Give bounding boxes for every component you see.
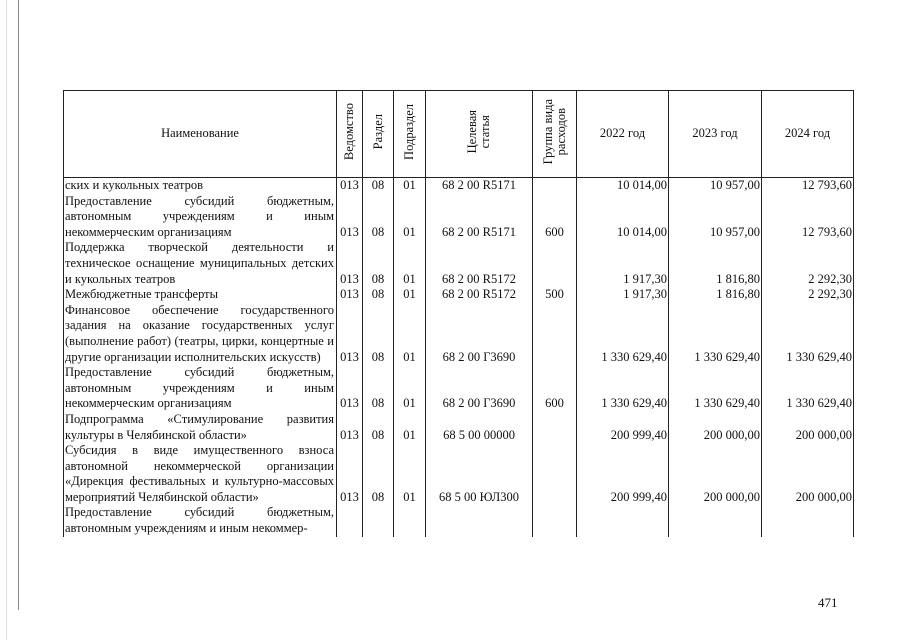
row-razdel: 08 bbox=[363, 443, 394, 505]
row-2023: 1 816,80 bbox=[669, 240, 762, 287]
table-row bbox=[64, 303, 854, 365]
row-2024: 200 000,00 bbox=[762, 443, 854, 505]
row-name: Субсидия в виде имущественного взноса автономной некоммерческой организации «Дирекция фестивальных и культурно-массовых мероприятий Челябинской области» bbox=[64, 443, 337, 505]
row-group bbox=[533, 443, 577, 505]
table-row bbox=[64, 365, 854, 412]
row-group: 600 bbox=[533, 194, 577, 241]
row-2022: 1 917,30 bbox=[577, 240, 669, 287]
row-podrazdel: 01 bbox=[394, 194, 426, 241]
table-row bbox=[64, 505, 854, 536]
table-body bbox=[64, 178, 854, 537]
row-target: 68 5 00 00000 bbox=[426, 412, 533, 443]
row-2022: 10 014,00 bbox=[577, 178, 669, 194]
row-podrazdel: 01 bbox=[394, 178, 426, 194]
table-row bbox=[64, 178, 854, 194]
row-2023: 1 816,80 bbox=[669, 287, 762, 303]
row-2024 bbox=[762, 505, 854, 536]
row-2024: 12 793,60 bbox=[762, 178, 854, 194]
row-2024: 2 292,30 bbox=[762, 287, 854, 303]
page-left-border bbox=[18, 0, 19, 610]
row-razdel: 08 bbox=[363, 303, 394, 365]
row-vedomstvo: 013 bbox=[337, 412, 363, 443]
table-row bbox=[64, 443, 854, 505]
row-2024: 2 292,30 bbox=[762, 240, 854, 287]
row-name: Поддержка творческой деятельности и техническое оснащение муниципальных детских и кукольных театров bbox=[64, 240, 337, 287]
row-name: Межбюджетные трансферты bbox=[64, 287, 337, 303]
table-row bbox=[64, 194, 854, 241]
row-name: ских и кукольных театров bbox=[64, 178, 337, 194]
row-target: 68 2 00 Г3690 bbox=[426, 365, 533, 412]
header-row bbox=[64, 91, 854, 178]
row-vedomstvo: 013 bbox=[337, 194, 363, 241]
row-2023: 10 957,00 bbox=[669, 178, 762, 194]
row-target: 68 2 00 Г3690 bbox=[426, 303, 533, 365]
row-razdel: 08 bbox=[363, 194, 394, 241]
row-podrazdel: 01 bbox=[394, 303, 426, 365]
row-2022: 10 014,00 bbox=[577, 194, 669, 241]
row-target bbox=[426, 505, 533, 536]
row-target: 68 2 00 R5171 bbox=[426, 178, 533, 194]
table-row bbox=[64, 240, 854, 287]
row-group: 600 bbox=[533, 365, 577, 412]
row-2023: 10 957,00 bbox=[669, 194, 762, 241]
row-name: Предоставление субсидий бюджетным, автономным учреждениям и иным некоммерческим организациям bbox=[64, 365, 337, 412]
row-2023: 1 330 629,40 bbox=[669, 365, 762, 412]
header-razdel: Раздел bbox=[363, 91, 394, 178]
header-2024: 2024 год bbox=[762, 91, 854, 178]
row-target: 68 5 00 ЮЛ300 bbox=[426, 443, 533, 505]
header-group: Группа вида расходов bbox=[533, 91, 577, 178]
row-2022: 1 917,30 bbox=[577, 287, 669, 303]
table-row bbox=[64, 287, 854, 303]
row-name: Финансовое обеспечение государственного задания на оказание государственных услуг (выполнение работ) (театры, цирки, концертные и другие организации исполнительских искусств) bbox=[64, 303, 337, 365]
row-2024: 12 793,60 bbox=[762, 194, 854, 241]
row-name: Предоставление субсидий бюджетным, автономным учреждениям и иным некоммерческим организациям bbox=[64, 194, 337, 241]
row-razdel: 08 bbox=[363, 178, 394, 194]
row-podrazdel: 01 bbox=[394, 412, 426, 443]
row-vedomstvo bbox=[337, 505, 363, 536]
row-razdel: 08 bbox=[363, 240, 394, 287]
row-target: 68 2 00 R5171 bbox=[426, 194, 533, 241]
row-podrazdel: 01 bbox=[394, 365, 426, 412]
row-vedomstvo: 013 bbox=[337, 287, 363, 303]
row-podrazdel: 01 bbox=[394, 240, 426, 287]
row-2022 bbox=[577, 505, 669, 536]
row-2023 bbox=[669, 505, 762, 536]
row-vedomstvo: 013 bbox=[337, 365, 363, 412]
row-group bbox=[533, 412, 577, 443]
row-razdel: 08 bbox=[363, 412, 394, 443]
row-razdel: 08 bbox=[363, 287, 394, 303]
row-2023: 200 000,00 bbox=[669, 412, 762, 443]
row-group bbox=[533, 303, 577, 365]
row-vedomstvo: 013 bbox=[337, 303, 363, 365]
table-row bbox=[64, 412, 854, 443]
row-group bbox=[533, 178, 577, 194]
row-2023: 200 000,00 bbox=[669, 443, 762, 505]
row-2022: 1 330 629,40 bbox=[577, 303, 669, 365]
row-podrazdel: 01 bbox=[394, 443, 426, 505]
page-number: 471 bbox=[818, 595, 838, 610]
header-vedomstvo: Ведомство bbox=[337, 91, 363, 178]
row-razdel: 08 bbox=[363, 365, 394, 412]
header-podrazdel: Подраздел bbox=[394, 91, 426, 178]
row-name: Предоставление субсидий бюджетным, автономным учреждениям и иным некоммер- bbox=[64, 505, 337, 536]
row-razdel bbox=[363, 505, 394, 536]
budget-table bbox=[63, 90, 854, 537]
row-2022: 200 999,40 bbox=[577, 443, 669, 505]
row-2024: 1 330 629,40 bbox=[762, 303, 854, 365]
row-vedomstvo: 013 bbox=[337, 240, 363, 287]
row-target: 68 2 00 R5172 bbox=[426, 240, 533, 287]
header-name: Наименование bbox=[64, 91, 337, 178]
header-2022: 2022 год bbox=[577, 91, 669, 178]
row-podrazdel bbox=[394, 505, 426, 536]
row-group bbox=[533, 240, 577, 287]
scan-edge bbox=[6, 0, 7, 640]
row-vedomstvo: 013 bbox=[337, 178, 363, 194]
row-2022: 200 999,40 bbox=[577, 412, 669, 443]
row-group bbox=[533, 505, 577, 536]
row-podrazdel: 01 bbox=[394, 287, 426, 303]
row-2024: 1 330 629,40 bbox=[762, 365, 854, 412]
row-name: Подпрограмма «Стимулирование развития культуры в Челябинской области» bbox=[64, 412, 337, 443]
header-target: Целевая статья bbox=[426, 91, 533, 178]
row-2023: 1 330 629,40 bbox=[669, 303, 762, 365]
row-2024: 200 000,00 bbox=[762, 412, 854, 443]
header-2023: 2023 год bbox=[669, 91, 762, 178]
row-group: 500 bbox=[533, 287, 577, 303]
row-2022: 1 330 629,40 bbox=[577, 365, 669, 412]
row-target: 68 2 00 R5172 bbox=[426, 287, 533, 303]
row-vedomstvo: 013 bbox=[337, 443, 363, 505]
